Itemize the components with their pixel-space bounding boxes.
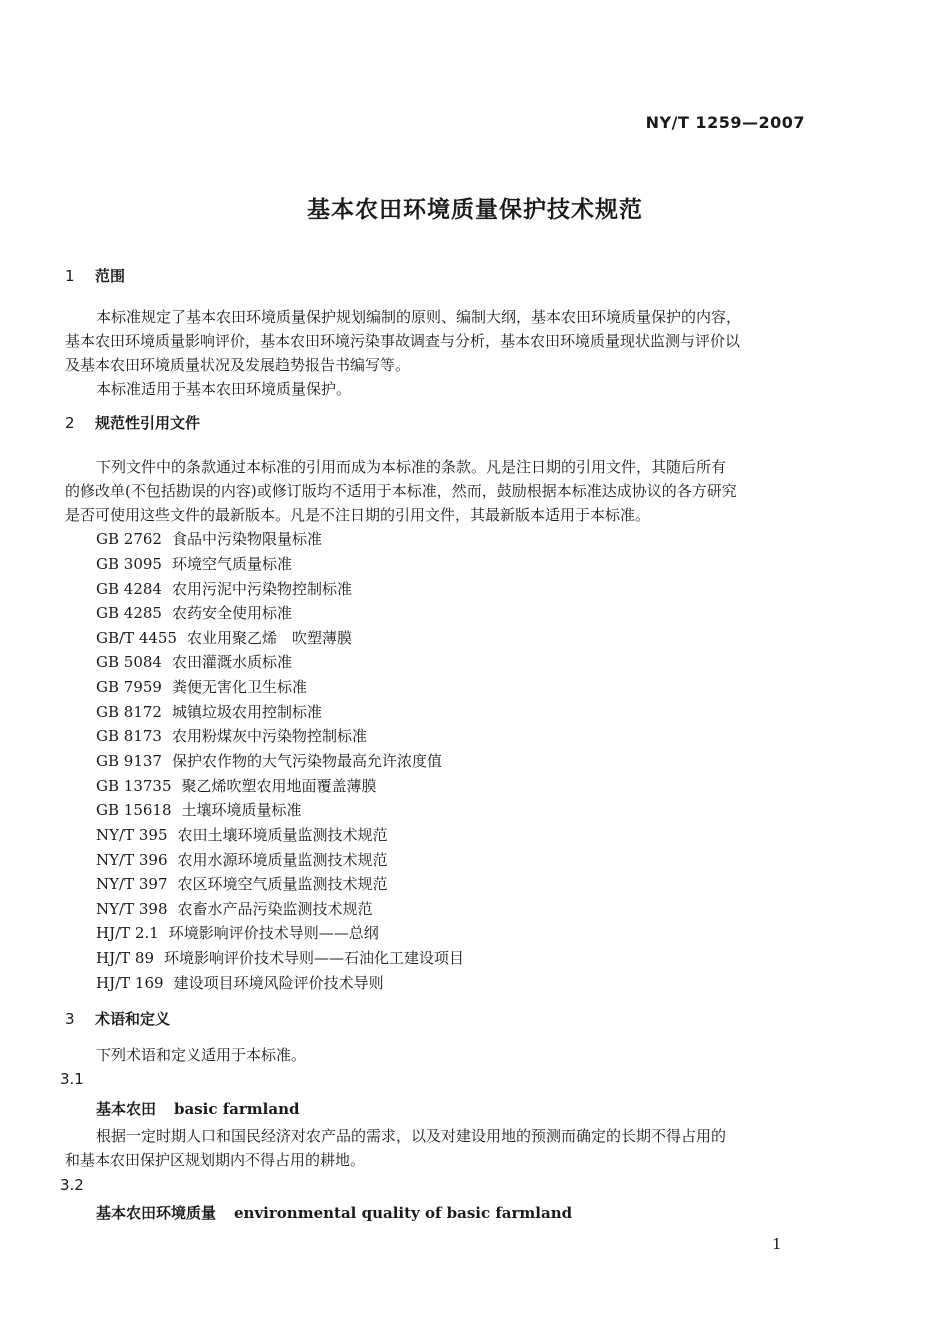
section-number: 1 <box>65 267 75 285</box>
reference-item <box>96 799 302 820</box>
reference-item <box>96 972 384 993</box>
page-title: 基本农田环境质量保护技术规范 <box>307 197 643 223</box>
paragraph-line: 和基本农田保护区规划期内不得占用的耕地。 <box>65 1151 366 1169</box>
reference-name: 土壤环境质量标准 <box>181 801 302 819</box>
section-number: 2 <box>65 414 75 432</box>
term-number: 3.2 <box>60 1176 84 1194</box>
section-title: 规范性引用文件 <box>95 414 201 432</box>
reference-code: GB 2762 <box>96 530 162 548</box>
page-number: 1 <box>772 1235 782 1253</box>
reference-code: NY/T 395 <box>96 826 168 844</box>
reference-item <box>96 602 292 623</box>
reference-item <box>96 824 388 845</box>
section-title: 术语和定义 <box>95 1010 171 1028</box>
reference-name: 建设项目环境风险评价技术导则 <box>173 974 384 992</box>
reference-name: 食品中污染物限量标准 <box>171 530 322 548</box>
reference-code: NY/T 397 <box>96 875 168 893</box>
reference-code: GB 7959 <box>96 678 162 696</box>
reference-item <box>96 528 322 549</box>
term-number: 3.1 <box>60 1070 84 1088</box>
section-title: 范围 <box>95 267 126 285</box>
paragraph-line: 的修改单(不包括勘误的内容)或修订版均不适用于本标准，然而，鼓励根据本标准达成协议的各方研究 <box>65 482 737 500</box>
reference-code: GB 3095 <box>96 555 162 573</box>
reference-item <box>96 947 464 968</box>
reference-item <box>96 578 352 599</box>
paragraph-line: 根据一定时期人口和国民经济对农产品的需求，以及对建设用地的预测而确定的长期不得占用的 <box>96 1127 727 1145</box>
reference-item <box>96 775 377 796</box>
term-title <box>96 1202 572 1223</box>
reference-name: 聚乙烯吹塑农用地面覆盖薄膜 <box>181 777 377 795</box>
term-title <box>96 1098 299 1119</box>
reference-item <box>96 750 442 771</box>
term-zh: 基本农田环境质量 <box>96 1204 217 1222</box>
reference-code: GB 8172 <box>96 703 162 721</box>
reference-name: 农田土壤环境质量监测技术规范 <box>177 826 388 844</box>
term-zh: 基本农田 <box>96 1100 157 1118</box>
reference-code: GB 9137 <box>96 752 162 770</box>
paragraph-line: 及基本农田环境质量状况及发展趋势报告书编写等。 <box>65 356 411 374</box>
reference-name: 农畜水产品污染监测技术规范 <box>177 900 373 918</box>
reference-name: 粪便无害化卫生标准 <box>171 678 307 696</box>
reference-item <box>96 898 373 919</box>
reference-item <box>96 553 292 574</box>
reference-name: 农业用聚乙烯 吹塑薄膜 <box>187 629 353 647</box>
reference-name: 环境空气质量标准 <box>171 555 292 573</box>
paragraph-line: 是否可使用这些文件的最新版本。凡是不注日期的引用文件，其最新版本适用于本标准。 <box>65 506 651 524</box>
reference-name: 农用污泥中污染物控制标准 <box>171 580 352 598</box>
reference-name: 农用粉煤灰中污染物控制标准 <box>171 727 367 745</box>
reference-code: GB 8173 <box>96 727 162 745</box>
reference-item <box>96 676 307 697</box>
section-heading-normative-references <box>65 412 200 433</box>
reference-code: GB/T 4455 <box>96 629 178 647</box>
reference-code: GB 13735 <box>96 777 172 795</box>
reference-code: NY/T 396 <box>96 851 168 869</box>
reference-code: HJ/T 89 <box>96 949 155 967</box>
term-en: environmental quality of basic farmland <box>234 1204 573 1222</box>
reference-code: GB 15618 <box>96 801 172 819</box>
reference-item <box>96 725 367 746</box>
reference-item <box>96 701 322 722</box>
reference-name: 农区环境空气质量监测技术规范 <box>177 875 388 893</box>
reference-item <box>96 651 292 672</box>
reference-name: 环境影响评价技术导则——总纲 <box>168 924 379 942</box>
reference-item <box>96 922 379 943</box>
reference-code: HJ/T 2.1 <box>96 924 159 942</box>
paragraph-line: 本标准适用于基本农田环境质量保护。 <box>96 380 352 398</box>
reference-code: GB 5084 <box>96 653 162 671</box>
section-heading-scope <box>65 265 125 286</box>
paragraph-line: 下列术语和定义适用于本标准。 <box>96 1046 307 1064</box>
reference-code: HJ/T 169 <box>96 974 164 992</box>
reference-name: 环境影响评价技术导则——石油化工建设项目 <box>164 949 465 967</box>
reference-code: NY/T 398 <box>96 900 168 918</box>
reference-item <box>96 627 352 648</box>
reference-code: GB 4285 <box>96 604 162 622</box>
section-heading-terms-definitions <box>65 1008 170 1029</box>
reference-item <box>96 849 388 870</box>
reference-name: 城镇垃圾农用控制标准 <box>171 703 322 721</box>
section-number: 3 <box>65 1010 75 1028</box>
reference-item <box>96 873 388 894</box>
reference-name: 保护农作物的大气污染物最高允许浓度值 <box>171 752 442 770</box>
reference-name: 农用水源环境质量监测技术规范 <box>177 851 388 869</box>
paragraph-line: 本标准规定了基本农田环境质量保护规划编制的原则、编制大纲，基本农田环境质量保护的内容， <box>96 308 742 326</box>
reference-code: GB 4284 <box>96 580 162 598</box>
reference-name: 农药安全使用标准 <box>171 604 292 622</box>
term-en: basic farmland <box>174 1100 300 1118</box>
paragraph-line: 下列文件中的条款通过本标准的引用而成为本标准的条款。凡是注日期的引用文件，其随后所有 <box>96 458 727 476</box>
reference-name: 农田灌溉水质标准 <box>171 653 292 671</box>
standard-number: NY/T 1259—2007 <box>645 113 805 132</box>
paragraph-line: 基本农田环境质量影响评价，基本农田环境污染事故调查与分析，基本农田环境质量现状监测与评价以 <box>65 332 741 350</box>
